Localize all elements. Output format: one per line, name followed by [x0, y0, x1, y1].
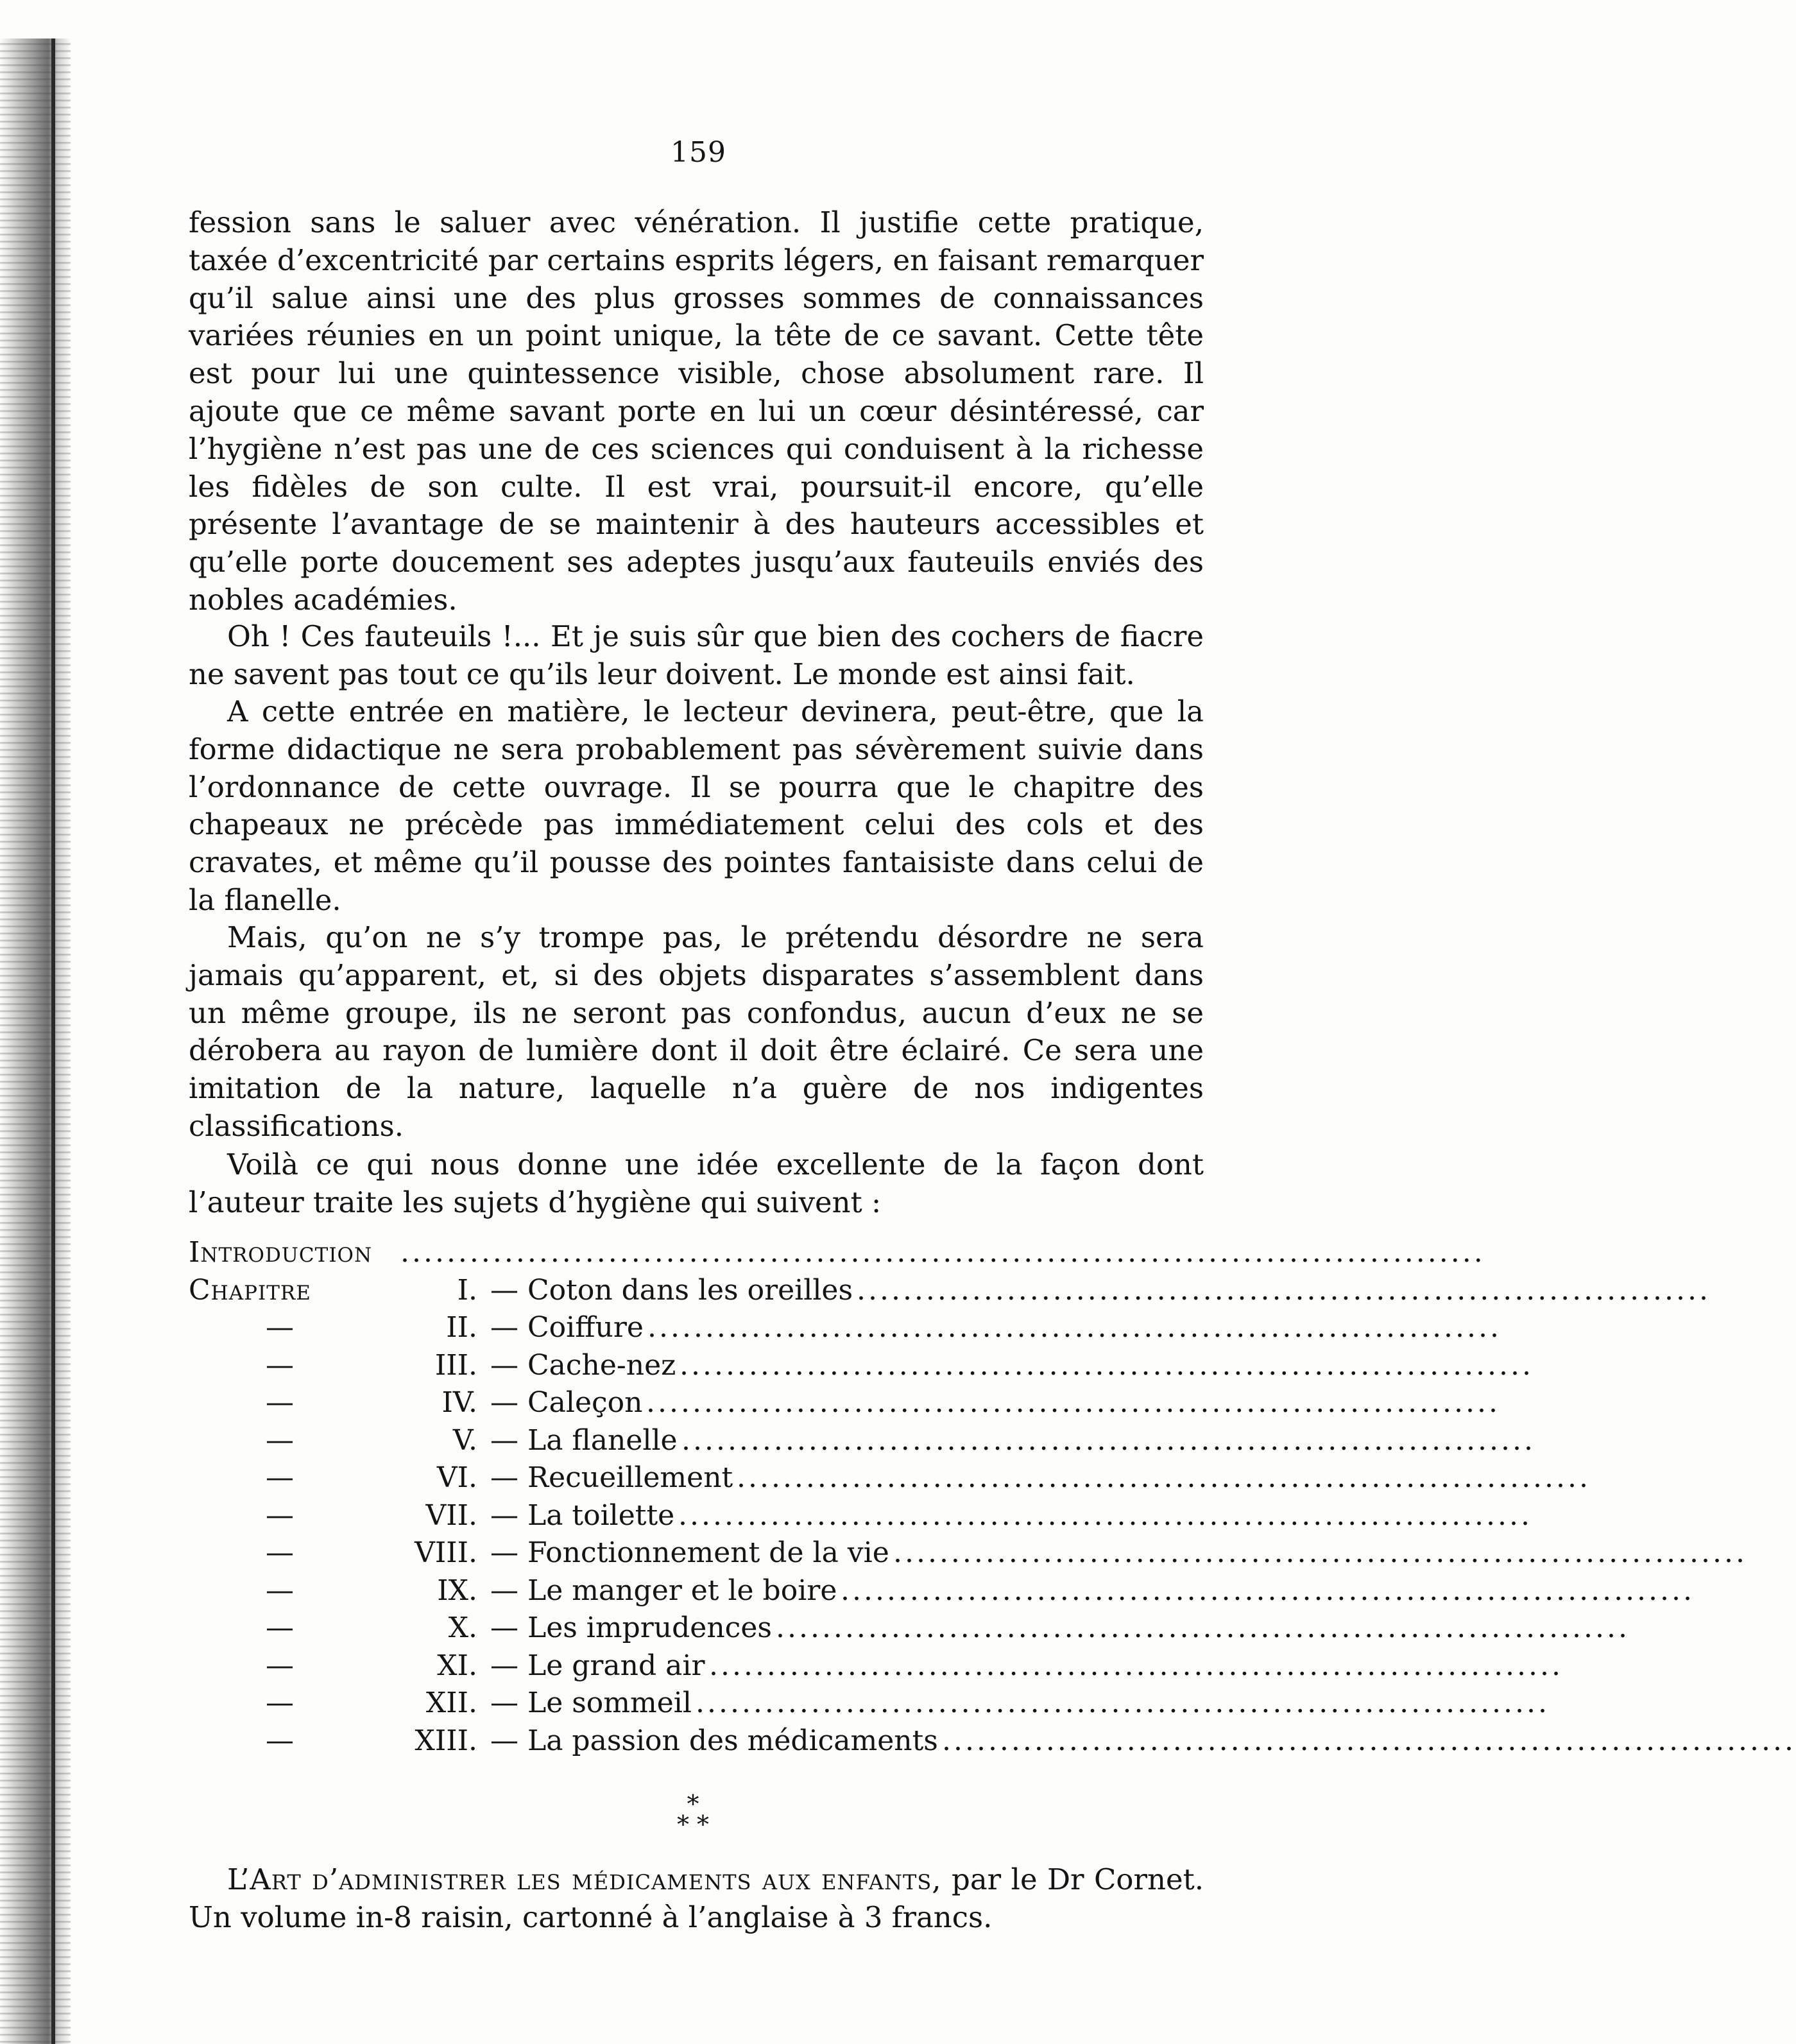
toc-ditto-dash: —	[266, 1611, 294, 1644]
toc-leader-dots: ..........................................................................	[942, 1724, 1796, 1757]
toc-chapter-title: — Le sommeil	[490, 1687, 692, 1719]
paragraph-5-text: Voilà ce qui nous donne une idée excellente de la façon dont l’auteur traite les sujets d’hygiène qui suivent :	[189, 1147, 1204, 1219]
table-of-contents	[189, 1236, 1796, 1762]
toc-chapter-title: — Coiffure	[490, 1311, 644, 1344]
toc-row-chapter	[189, 1423, 1535, 1462]
toc-ditto-dash: —	[266, 1724, 294, 1757]
toc-chapter-numeral: XII.	[425, 1687, 477, 1719]
asterism-separator	[667, 1790, 719, 1851]
toc-chapter-title: — La toilette	[490, 1499, 675, 1532]
paragraph-4	[189, 919, 1204, 1146]
toc-row-chapter	[189, 1611, 1630, 1649]
toc-ditto-dash: —	[266, 1649, 294, 1682]
toc-chapter-numeral: X.	[448, 1611, 477, 1644]
toc-chapter-numeral: IX.	[437, 1574, 477, 1607]
book-notice	[189, 1861, 1204, 1937]
toc-row-chapter	[189, 1273, 1711, 1312]
paragraph-2-text: Oh ! Ces fauteuils !... Et je suis sûr que bien des cochers de fiacre ne savent pas tout ce qu’ils leur doivent. Le monde est ainsi fait.	[189, 619, 1204, 691]
toc-row-chapter	[189, 1724, 1796, 1762]
toc-row-chapter	[189, 1386, 1500, 1424]
toc-row-chapter	[189, 1499, 1532, 1537]
toc-ditto-dash: —	[266, 1536, 294, 1569]
toc-chapter-numeral: III.	[434, 1348, 477, 1382]
toc-leader-dots: ..........................................................................	[776, 1611, 1630, 1644]
toc-row-chapter	[189, 1574, 1695, 1612]
toc-leader-dots: ..............................................................................................	[400, 1236, 1485, 1269]
toc-chapter-title: — Le manger et le boire	[490, 1574, 837, 1607]
asterism-top: *	[687, 1790, 699, 1818]
paragraph-1: fession sans le saluer avec vénération. Il justifie cette pratique, taxée d’excentricité par certains esprits légers, en faisant remarquer qu’il salue ainsi une des plus grosses sommes de connaissances variées réunies en un point unique, la tête de ce savant. Cette tête est pour lui une quintessence visible, chose absolument rare. Il ajoute que ce même savant porte en lui un cœur désintéressé, car l’hygiène n’est pas une de ces sciences qui conduisent à la richesse les fidèles de son culte. Il est vrai, poursuit-il encore, qu’elle présente l’avantage de se maintenir à des hauteurs accessibles et qu’elle porte doucement ses adeptes jusqu’aux fauteuils enviés des nobles académies.	[189, 205, 1204, 617]
toc-ditto-dash: —	[266, 1423, 294, 1457]
toc-leader-dots: ..........................................................................	[857, 1273, 1711, 1307]
toc-chapter-numeral: VII.	[425, 1499, 477, 1532]
toc-chapter-title: — Caleçon	[490, 1386, 643, 1419]
binding-edge	[0, 39, 71, 2044]
toc-chapter-numeral: VI.	[436, 1461, 477, 1494]
toc-introduction: Introduction	[189, 1236, 373, 1269]
toc-row-chapter	[189, 1461, 1591, 1499]
toc-chapter-title: — Recueillement	[490, 1461, 733, 1494]
toc-row-chapter	[189, 1311, 1501, 1349]
toc-chapter-numeral: I.	[457, 1273, 477, 1307]
toc-leader-dots: ..........................................................................	[841, 1574, 1695, 1607]
toc-row-chapter	[189, 1348, 1534, 1387]
book-notice-text: par le Dr Cornet. Un volume in-8 raisin, cartonné à l’anglaise à 3 francs.	[189, 1862, 1204, 1934]
toc-chapter-numeral: VIII.	[415, 1536, 477, 1569]
toc-chapter-numeral: XI.	[437, 1649, 477, 1682]
toc-ditto-dash: —	[266, 1687, 294, 1719]
toc-chapter-numeral: V.	[452, 1423, 477, 1457]
paragraph-5	[189, 1146, 1204, 1222]
binding-line	[51, 39, 55, 2044]
toc-ditto-dash: —	[266, 1311, 294, 1344]
toc-row-chapter	[189, 1687, 1550, 1724]
toc-ditto-dash: —	[266, 1461, 294, 1494]
toc-leader-dots: ..........................................................................	[893, 1536, 1747, 1569]
toc-ditto-dash: —	[266, 1386, 294, 1419]
paragraph-4-text: Mais, qu’on ne s’y trompe pas, le prétendu désordre ne sera jamais qu’apparent, et, si des objets disparates s’assemblent dans un même groupe, ils ne seront pas confondus, aucun d’eux ne se dérobera au rayon de lumière dont il doit être éclairé. Ce sera une imitation de la nature, laquelle n’a guère de nos indigentes classifications.	[189, 920, 1204, 1143]
toc-row-chapter	[189, 1536, 1747, 1574]
toc-chapter-numeral: XIII.	[415, 1724, 477, 1757]
toc-chapter-title: — Coton dans les oreilles	[490, 1273, 853, 1307]
toc-chapter-title: — Le grand air	[490, 1649, 705, 1682]
toc-leader-dots: ..........................................................................	[681, 1423, 1535, 1457]
toc-chapter-numeral: II.	[446, 1311, 477, 1344]
book-notice-title: L’Art d’administrer les médicaments aux enfants,	[227, 1862, 942, 1896]
toc-row-chapter	[189, 1649, 1563, 1687]
toc-chapter-list	[189, 1273, 1796, 1762]
toc-chapter-title: — La passion des médicaments	[490, 1724, 938, 1757]
page-number: 159	[671, 136, 726, 169]
paragraph-3	[189, 693, 1204, 920]
toc-chapter-title: — Cache-nez	[490, 1348, 676, 1382]
toc-leader-dots: ..........................................................................	[709, 1649, 1563, 1682]
toc-ditto-dash: —	[266, 1348, 294, 1382]
toc-ditto-dash: —	[266, 1499, 294, 1532]
toc-leader-dots: ..........................................................................	[678, 1499, 1532, 1532]
toc-chapter-title: — Fonctionnement de la vie	[490, 1536, 889, 1569]
toc-chapter-word: Chapitre	[189, 1273, 311, 1307]
toc-leader-dots: ..........................................................................	[646, 1386, 1500, 1419]
toc-chapter-numeral: IV.	[441, 1386, 477, 1419]
asterism-bottom: * *	[676, 1810, 710, 1839]
paragraph-3-text: A cette entrée en matière, le lecteur devinera, peut-être, que la forme didactique ne sera probablement pas sévèrement suivie dans l’ordonnance de cette ouvrage. Il se pourra que le chapitre des chapeaux ne précède pas immédiatement celui des cols et des cravates, et même qu’il pousse des pointes fantaisiste dans celui de la flanelle.	[189, 694, 1204, 917]
toc-leader-dots: ..........................................................................	[680, 1348, 1534, 1382]
toc-leader-dots: ..........................................................................	[737, 1461, 1591, 1494]
toc-row-introduction	[189, 1236, 1485, 1274]
toc-leader-dots: ..........................................................................	[647, 1311, 1501, 1344]
toc-chapter-title: — Les imprudences	[490, 1611, 772, 1644]
toc-leader-dots: ..........................................................................	[696, 1687, 1550, 1719]
toc-chapter-title: — La flanelle	[490, 1423, 678, 1457]
toc-ditto-dash: —	[266, 1574, 294, 1607]
paragraph-2	[189, 618, 1204, 694]
